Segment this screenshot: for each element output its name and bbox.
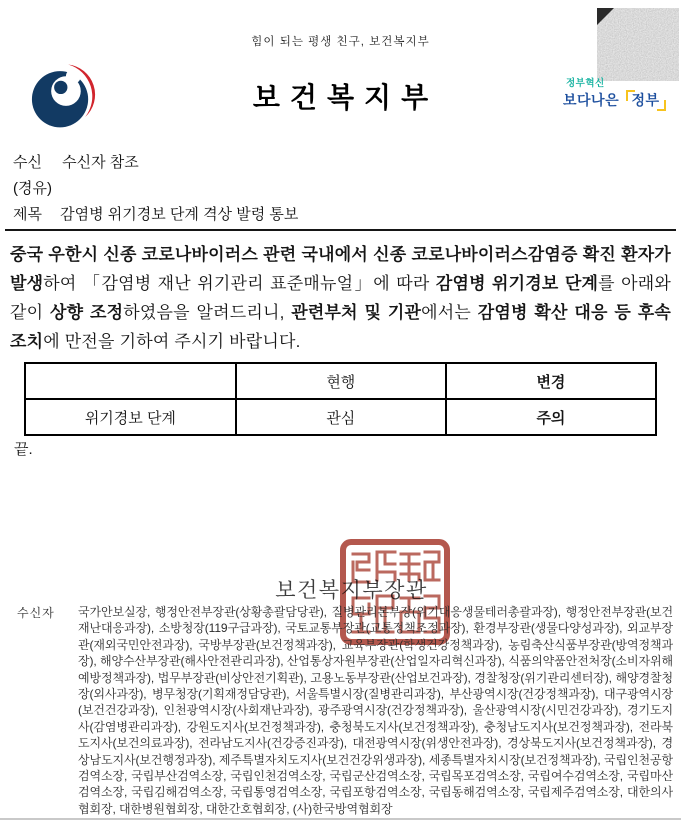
closing-mark: 끝.: [14, 441, 33, 458]
recipients-label: 수신자: [17, 606, 55, 620]
body-segment: 에 만전을 기하여 주시기 바랍니다.: [43, 332, 301, 351]
body-segment: 를 아래와 같이: [10, 274, 671, 322]
alert-level-table: [24, 362, 657, 436]
subject-value: 감염병 위기경보 단계 격상 발령 통보: [60, 206, 299, 223]
current-value-cell: 관심: [236, 399, 446, 435]
recipient-line: [13, 150, 298, 176]
body-paragraph: [10, 240, 671, 356]
body-segment: 관련부처 및 기관: [291, 303, 422, 322]
via-line: (경유): [13, 180, 52, 197]
header-divider: [5, 229, 676, 231]
ministry-slogan: 힘이 되는 평생 친구, 보건복지부: [251, 36, 430, 48]
body-segment: 상향 조정: [50, 303, 124, 322]
row-label-cell: 위기경보 단계: [25, 399, 236, 435]
security-pattern-stamp: [597, 8, 679, 81]
body-segment: 감염병 위기경보 단계: [435, 274, 599, 293]
recipient-value: 수신자 참조: [62, 154, 139, 171]
table-data-row: [25, 399, 656, 435]
ministry-title: 보건복지부: [252, 82, 439, 113]
page-bottom-divider: [0, 818, 681, 820]
badge-top-label: 정부혁신: [566, 78, 605, 89]
subject-label: 제목: [13, 206, 42, 223]
subject-line: [13, 202, 298, 228]
body-segment: 에서는: [421, 303, 478, 322]
recipients-section: [17, 604, 673, 817]
header-empty-cell: [25, 363, 236, 399]
badge-bottom-label: [563, 91, 678, 110]
body-segment: 중국 우한시 신종 코로나바이러스 관련 국내에서 신종 코로나바이러스감염증 확진 환자가 발생: [10, 245, 671, 293]
document-header-block: [13, 150, 298, 228]
recipients-list: 국가안보실장, 행정안전부장관(상황총괄담당관), 질병관리본부장(위기대응생물테러총괄과장), 행정안전부장관(보건재난대응과장), 소방청장(119구급과장), 국토교통부장관(교통정책조정과장), 환경부장관(생물다양성과장), 외교부장관(재외국민안전과장), 국방부장관(보건정책과장), 교육부장관(학생건강정책과장), 농림축산식품부장관(방역정책과장), 해양수산부장관(해사안전관리과장), 산업통상자원부장관(산업일자리혁신과장), 식품의약품안전처장(소비자위해예방정책과장), 법무부장관(비상안전기획관), 고용노동부장관(산업보건과장), 경찰청장(위기관리센터장), 해양경찰청장(외사과장), 병무청장(기획재정담당관), 서울특별시장(질병관리과장), 부산광역시장(건강정책과장), 대구광역시장(보건건강과장), 인천광역시장(사회재난과장), 광주광역시장(건강정책과장), 울산광역시장(시민건강과장), 경기도지사(감염병관리과장), 강원도지사(보건정책과장), 충청북도지사(보건정책과장), 충청남도지사(보건정책과장), 전라북도지사(보건의료과장), 전라남도지사(건강증진과장), 대전광역시장(위생안전과장), 경상북도지사(보건정책과장), 경상남도지사(보건행정과장), 제주특별자치도지사(보건건강위생과장), 세종특별자치시장(보건정책과장), 국립인천공항검역소장, 국립부산검역소장, 국립인천검역소장, 국립군산검역소장, 국립목포검역소장, 국립여수검역소장, 국립마산검역소장, 국립김해검역소장, 국립통영검역소장, 국립포항검역소장, 국립동해검역소장, 국립제주검역소장, 대한의사협회장, 대한병원협회장, 대한간호협회장, (사)한국방역협회장: [78, 605, 673, 816]
changed-value-cell: 주의: [446, 399, 656, 435]
body-segment: 하였음을 알려드리니,: [123, 303, 292, 322]
body-segment: 하여 「감염병 재난 위기관리 표준매뉴얼」에 따라: [43, 274, 436, 293]
table-header-row: [25, 363, 656, 399]
header-changed-cell: 변경: [446, 363, 656, 399]
recipient-label: 수신: [13, 154, 42, 171]
minister-signature: 보건복지부장관: [275, 579, 428, 602]
government-innovation-badge: [563, 79, 678, 110]
badge-bottom-left-text: 보다나은: [563, 91, 620, 108]
header-current-cell: 현행: [236, 363, 446, 399]
body-segment: 감염병 확산 대응 등 후속 조치: [10, 303, 671, 351]
badge-bracketed-text: 정부: [626, 91, 666, 110]
